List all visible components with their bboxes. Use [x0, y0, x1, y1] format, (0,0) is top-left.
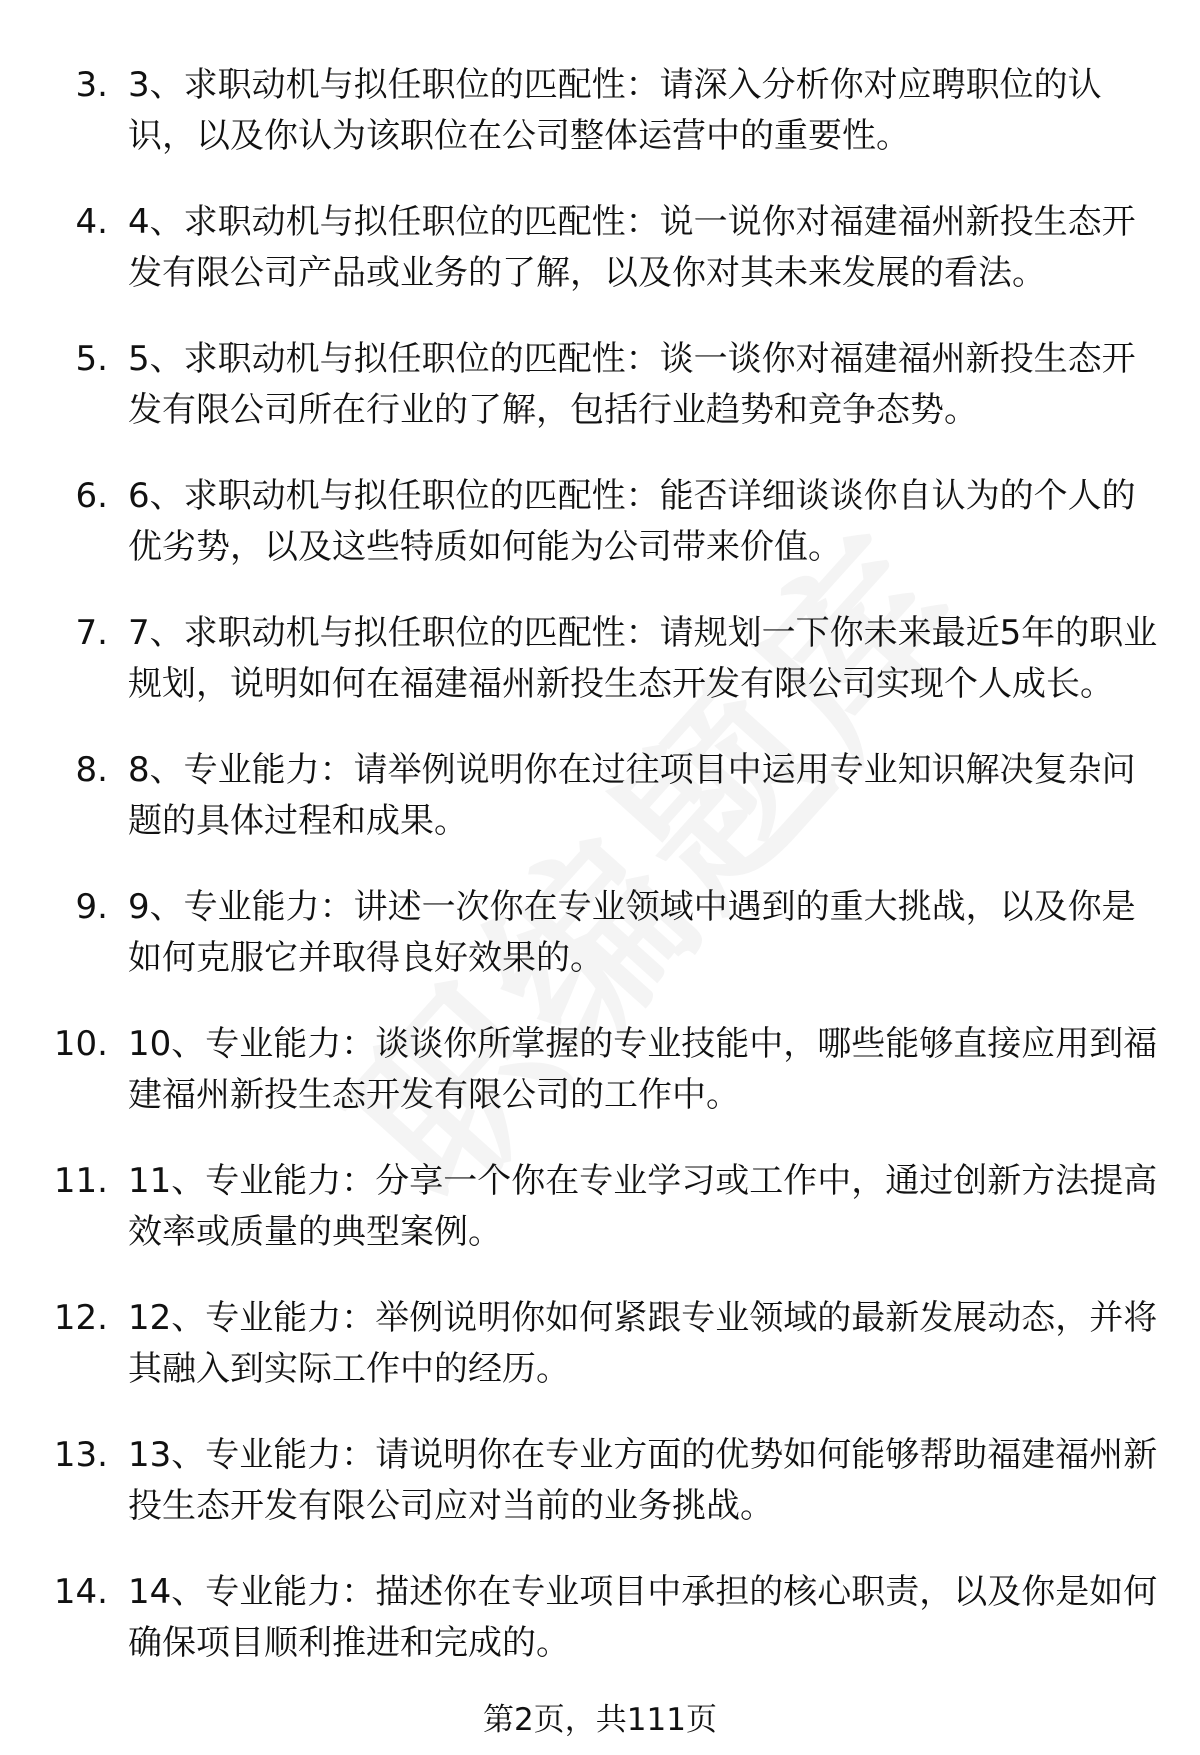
question-item	[0, 1430, 1200, 1532]
question-item	[0, 1567, 1200, 1669]
question-text: 8、专业能力：请举例说明你在过往项目中运用专业知识解决复杂问题的具体过程和成果。	[128, 750, 1136, 841]
question-item	[0, 60, 1200, 162]
question-item	[0, 334, 1200, 436]
question-number: 10.	[53, 1024, 108, 1064]
question-number: 8.	[75, 750, 108, 790]
question-item	[0, 471, 1200, 573]
question-item	[0, 608, 1200, 710]
question-item	[0, 1019, 1200, 1121]
question-item	[0, 1156, 1200, 1258]
question-number: 12.	[53, 1298, 108, 1338]
question-number: 14.	[53, 1572, 108, 1612]
question-text: 10、专业能力：谈谈你所掌握的专业技能中，哪些能够直接应用到福建福州新投生态开发有限公司的工作中。	[128, 1024, 1158, 1115]
question-text: 4、求职动机与拟任职位的匹配性：说一说你对福建福州新投生态开发有限公司产品或业务的了解，以及你对其未来发展的看法。	[128, 202, 1136, 293]
question-number: 7.	[75, 613, 108, 653]
question-list	[0, 60, 1200, 1704]
question-item	[0, 882, 1200, 984]
question-text: 6、求职动机与拟任职位的匹配性：能否详细谈谈你自认为的个人的优劣势，以及这些特质如何能为公司带来价值。	[128, 476, 1136, 567]
question-number: 3.	[75, 65, 108, 105]
question-text: 14、专业能力：描述你在专业项目中承担的核心职责，以及你是如何确保项目顺利推进和完成的。	[128, 1572, 1158, 1663]
question-text: 12、专业能力：举例说明你如何紧跟专业领域的最新发展动态，并将其融入到实际工作中的经历。	[128, 1298, 1158, 1389]
question-text: 3、求职动机与拟任职位的匹配性：请深入分析你对应聘职位的认识，以及你认为该职位在公司整体运营中的重要性。	[128, 65, 1102, 156]
question-text: 9、专业能力：讲述一次你在专业领域中遇到的重大挑战，以及你是如何克服它并取得良好效果的。	[128, 887, 1136, 978]
question-number: 13.	[53, 1435, 108, 1475]
question-number: 11.	[53, 1161, 108, 1201]
question-item	[0, 745, 1200, 847]
question-number: 4.	[75, 202, 108, 242]
question-text: 5、求职动机与拟任职位的匹配性：谈一谈你对福建福州新投生态开发有限公司所在行业的了解，包括行业趋势和竞争态势。	[128, 339, 1136, 430]
question-number: 6.	[75, 476, 108, 516]
question-number: 9.	[75, 887, 108, 927]
question-text: 11、专业能力：分享一个你在专业学习或工作中，通过创新方法提高效率或质量的典型案例。	[128, 1161, 1158, 1252]
question-number: 5.	[75, 339, 108, 379]
page-number-label: 第2页，共111页	[483, 1702, 717, 1738]
question-item	[0, 197, 1200, 299]
question-item	[0, 1293, 1200, 1395]
question-text: 7、求职动机与拟任职位的匹配性：请规划一下你未来最近5年的职业规划，说明如何在福建福州新投生态开发有限公司实现个人成长。	[128, 613, 1158, 704]
page-footer	[0, 1700, 1200, 1740]
question-text: 13、专业能力：请说明你在专业方面的优势如何能够帮助福建福州新投生态开发有限公司应对当前的业务挑战。	[128, 1435, 1158, 1526]
